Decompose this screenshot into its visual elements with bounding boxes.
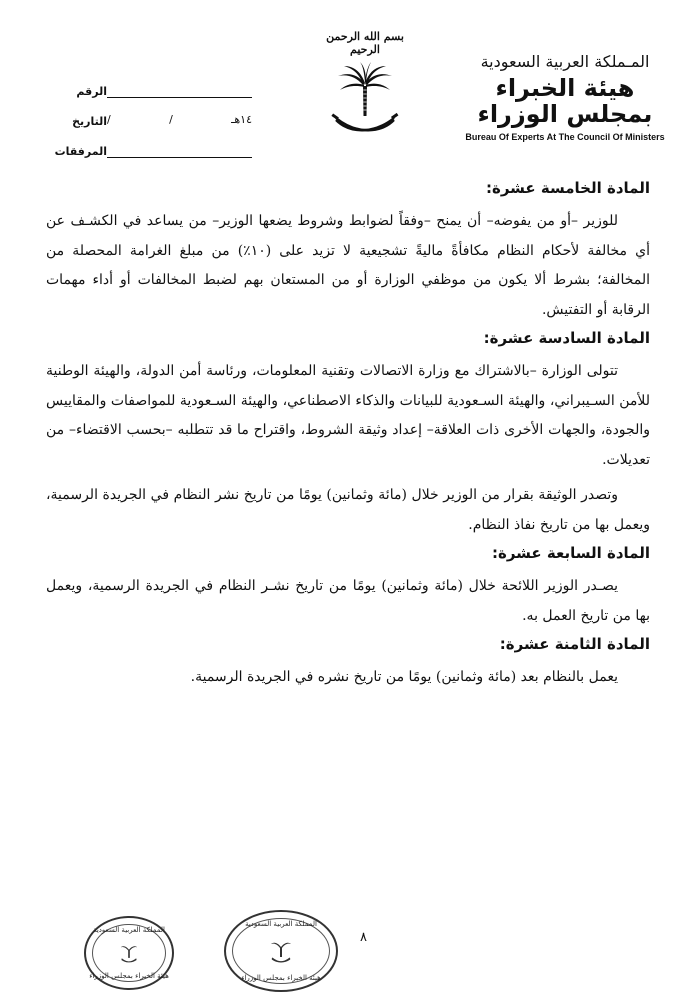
article-paragraph: للوزير –أو من يفوضه– أن يمنح –وفقاً لضوابط وشروط يضعها الوزير– من يساعد في الكشـف عن أي مخالفة لأحكام النظام مكافأةً ماليةً تشجيعية لا تزيد على (١٠٪) من مبلغ الغرامة المحصلة من المخالفة؛ بشرط ألا يكون من موظفي الوزارة أو من المستعان بهم لضبط المخالفات أو أداء مهمات الرقابة أو التفتيش. — [46, 213, 650, 318]
reference-number-label: الرقم — [76, 85, 107, 98]
basmala: بسم الله الرحمن الرحيم — [326, 30, 404, 56]
article-title: المادة الثامنة عشرة: — [499, 635, 650, 653]
bureau-name-english: Bureau Of Experts At The Council Of Ministers — [465, 131, 665, 142]
kingdom-name: المـملكة العربية السعودية — [480, 52, 650, 71]
letterhead-org — [460, 52, 670, 142]
date-separator: / — [169, 113, 173, 126]
saudi-emblem-icon — [310, 60, 420, 142]
seal-top-text: المملكة العربية السعودية — [245, 920, 317, 928]
bureau-name-arabic: هيئة الخبراء بمجلس الوزراء — [477, 74, 653, 129]
date-row — [52, 98, 252, 128]
reference-number-line — [107, 85, 252, 98]
attachments-label: المرفقات — [54, 145, 107, 158]
attachments-line — [107, 145, 252, 158]
date-separator: / — [107, 113, 111, 126]
date-label: التاريخ — [72, 115, 107, 128]
article-title: المادة السادسة عشرة: — [483, 329, 650, 347]
reference-number-row — [52, 68, 252, 98]
seal-bottom-text: هيئة الخبراء بمجلس الوزراء — [89, 972, 169, 980]
page-number: ٨ — [360, 930, 367, 945]
letter-reference-fields — [52, 68, 252, 158]
seal-bottom-text: هيئة الخبراء بمجلس الوزراء — [241, 974, 321, 982]
article-paragraph: تتولى الوزارة –بالاشتراك مع وزارة الاتصالات وتقنية المعلومات، ورئاسة أمن الدولة، والهيئة الوطنية للأمن السـيبراني، والهيئة السـعودية للبيانات والذكاء الاصطناعي، والهيئة السـعودية للمواصفات والمقاييس والجودة، والجهات الأخرى ذات العلاقة– إعداد وثيقة الشروط، واقتراح ما قد تتطلبه –بحسب الاقتضاء– من تعديلات. — [46, 363, 650, 468]
letterhead-emblem-block — [310, 30, 420, 142]
article-paragraph: يعمل بالنظام بعد (مائة وثمانين) يومًا من تاريخ نشره في الجريدة الرسمية. — [190, 669, 618, 685]
document-body — [46, 175, 650, 693]
date-value — [107, 113, 252, 126]
date-hijri-year: ١٤هـ — [231, 113, 252, 126]
official-seal-stamp — [224, 910, 338, 992]
date-line — [107, 113, 252, 128]
article-paragraph: يصـدر الوزير اللائحة خلال (مائة وثمانين) يومًا من تاريخ نشـر النظام في الجريدة الرسمية، ويعمل بها من تاريخ العمل به. — [46, 578, 650, 624]
attachments-row — [52, 128, 252, 158]
article-paragraph: وتصدر الوثيقة بقرار من الوزير خلال (مائة وثمانين) يومًا من تاريخ نشر النظام في الجريدة الرسمية، ويعمل بها من تاريخ نفاذ النظام. — [46, 487, 650, 533]
official-seal-stamp — [84, 916, 174, 990]
seal-top-text: المملكة العربية السعودية — [93, 926, 165, 934]
article-title: المادة الخامسة عشرة: — [485, 179, 650, 197]
article-title: المادة السابعة عشرة: — [491, 544, 650, 562]
